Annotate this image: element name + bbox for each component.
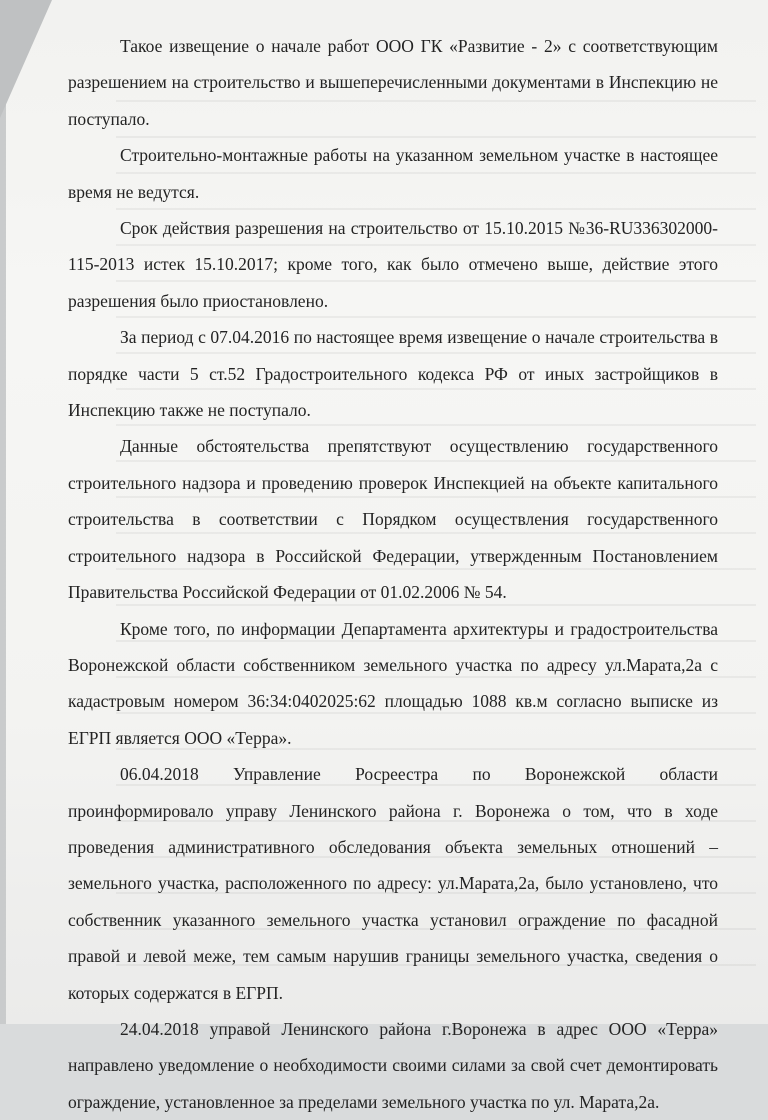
document-body	[68, 28, 718, 1120]
paragraph-upravа-notice: 24.04.2018 управой Ленинского района г.Воронежа в адрес ООО «Терра» направлено уведомление о необходимости своими силами за свой счет демонтировать ограждение, установленное за пределами земельного участка по ул. Марата,2а.	[68, 1018, 718, 1112]
paragraph-rosreestr: 06.04.2018 Управление Росреестра по Воронежской области проинформировало управу Ленинского района г. Воронежа о том, что в ходе проведения административного обследования объекта земельных отношений – земельного участка, расположенного по адресу: ул.Марата,2а, было установлено, что собственник указанного земельного участка установил ограждение по фасадной правой и левой меже, тем самым нарушив границы земельного участка, сведения о которых содержатся в ЕГРП.	[68, 764, 718, 1003]
paragraph-circumstances: Данные обстоятельства препятствуют осуществлению государственного строительного надзора и проведению проверок Инспекцией на объекте капитального строительства в соответствии с Порядком осуществления государственного строительного надзора в Российской Федерации, утвержденным Постановлением Правительства Российской Федерации от 01.02.2006 № 54.	[68, 436, 718, 603]
paragraph-permit-expiry: Срок действия разрешения на строительство от 15.10.2015 №36-RU336302000-115-2013 истек 15.10.2017; кроме того, как было отмечено выше, действие этого разрешения было приостановлено.	[68, 218, 718, 311]
paragraph-no-notice: Такое извещение о начале работ ООО ГК «Развитие - 2» с соответствующим разрешением на строительство и вышеперечисленными документами в Инспекцию не поступало.	[68, 36, 718, 129]
paragraph-no-works: Строительно-монтажные работы на указанном земельном участке в настоящее время не ведутся.	[68, 145, 718, 202]
paragraph-land-owner: Кроме того, по информации Департамента архитектуры и градостроительства Воронежской области собственником земельного участка по адресу ул.Марата,2а с кадастровым номером 36:34:0402025:62 площадью 1088 кв.м согласно выписке из ЕГРП является ООО «Терра».	[68, 618, 718, 748]
folded-corner-shadow	[0, 0, 52, 118]
paragraph-period-notice: За период с 07.04.2016 по настоящее время извещение о начале строительства в порядке части 5 ст.52 Градостроительного кодекса РФ от иных застройщиков в Инспекцию также не поступало.	[68, 327, 718, 421]
